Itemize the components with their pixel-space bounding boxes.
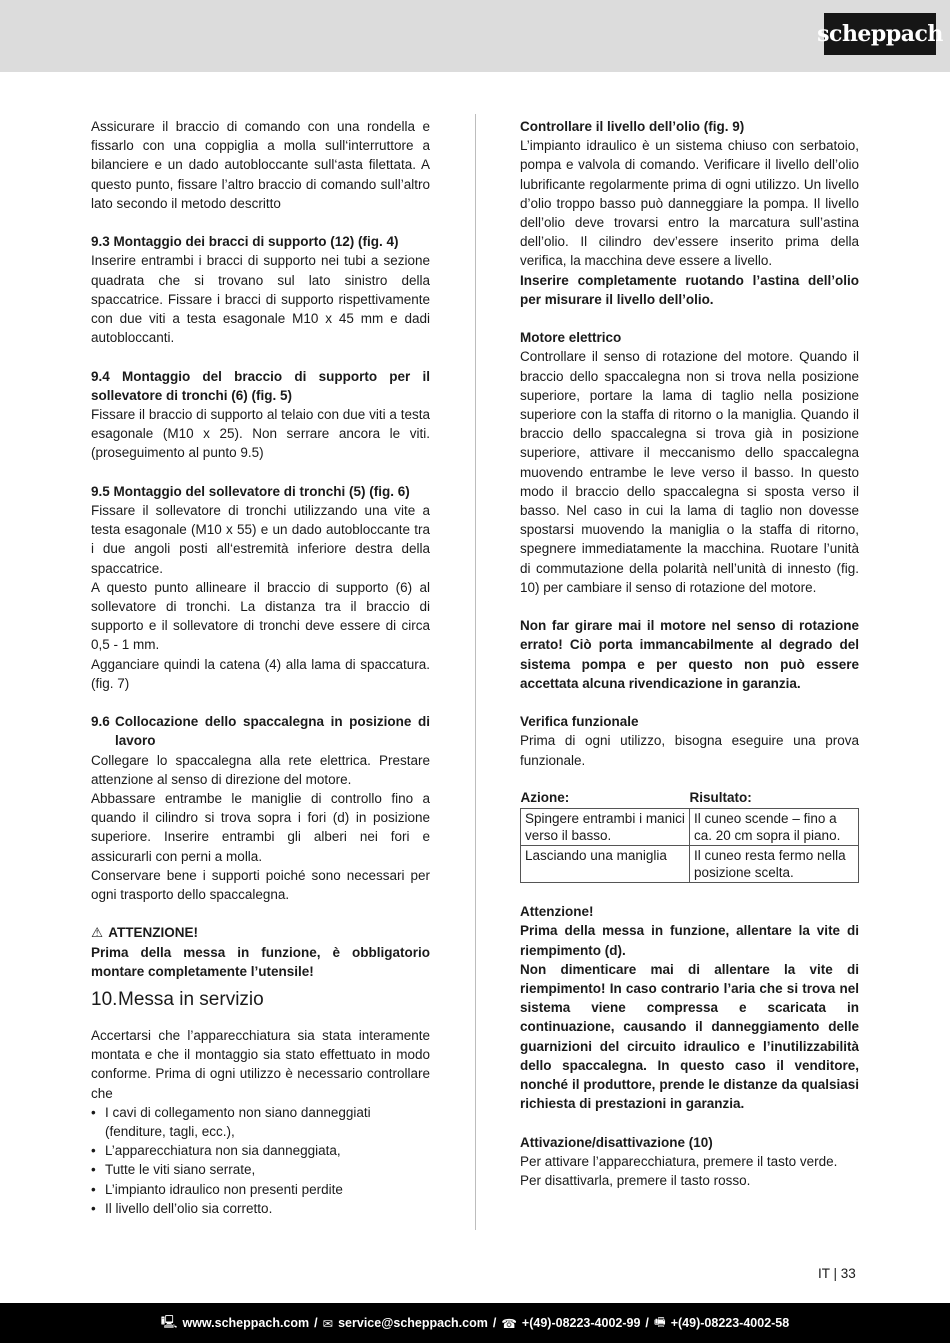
chapter-10-number: 10. <box>91 989 118 1011</box>
motor-text: Controllare il senso di rotazione del motore. Quando il braccio dello spaccalegna non si trova nella posizione superiore, portare la lama di taglio nella posizione superiore con la staffa di ritorno o la maniglia. Quando il braccio dello spaccalegna si trova già in posizione superiore, attivare il meccanismo dello spaccalegna muovendo entrambe le leve verso il basso. In questo modo il braccio dello spaccalegna si sposta verso il basso. Nel caso in cui la lama di taglio non dovesse spostarsi muovendo la maniglia o la staffa di ritorno, spegnere immediatamente la macchina. Ruotare l’unità di commutazione della polarità nell’unità di innesto (fig. 10) per cambiare il senso di rotazione del motore. <box>520 349 859 595</box>
oil-level-text: L’impianto idraulico è un sistema chiuso con serbatoio, pompa e valvola di comando. Verificare il livello dell’olio lubrificante regolarmente prima di ogni utilizzo. Un livello d’olio troppo basso può danneggiare la pompa. Il livello dell’olio deve trovarsi entro la marcatura sull’astina dell’olio. Il cilindro dev’essere inserito prima della verifica, la macchina deve essere a livello. <box>520 138 859 269</box>
function-table <box>520 789 859 883</box>
right-column <box>520 117 859 1190</box>
phone-icon: ☎ <box>501 1316 517 1331</box>
section-9-6-text-1: Collegare lo spaccalegna alla rete elettrica. Prestare attenzione al senso di direzione del motore. <box>91 752 430 787</box>
list-item: • L’impianto idraulico non presenti perdite <box>91 1180 430 1199</box>
table-header: Azione: <box>520 790 570 806</box>
motor-warning: Non far girare mai il motore nel senso di rotazione errato! Ciò porta immancabilmente al degrado del sistema pompa e per questo non può essere accettata alcuna rivendicazione in garanzia. <box>520 618 859 691</box>
page-number-value: 33 <box>840 1266 856 1281</box>
warning-text: Prima della messa in funzione, è obbligatorio montare completamente l’utensile! <box>91 944 430 979</box>
section-9-6-heading <box>91 712 430 750</box>
section-9-3-text: Inserire entrambi i bracci di supporto nei tubi a sezione quadrata che si trovano sul lato sinistro della spaccatrice. Fissare i bracci di supporto rispettivamente con due viti a testa esagonale M10 x 45 mm e dadi autobloccanti. <box>91 253 430 346</box>
table-cell: Il cuneo resta fermo nella posizione scelta. <box>690 846 859 883</box>
footer-separator: / <box>492 1316 497 1330</box>
section-9-6-text-2: Abbassare entrambe le maniglie di controllo fino a quando il cilindro si trova sopra i fori (d) in posizione superiore. Inserire entrambi gli alberi nei fori e assicurarli con perni a molla. <box>91 791 430 864</box>
section-9-3-title: 9.3 Montaggio dei bracci di supporto (12) (fig. 4) <box>91 234 399 250</box>
motor-title: Motore elettrico <box>520 330 622 346</box>
footer-fax: +(49)-08223-4002-58 <box>670 1316 790 1330</box>
section-9-5-text-2: A questo punto allineare il braccio di supporto (6) al sollevatore di tronchi. La distanza tra il braccio di supporto e il sollevatore di tronchi deve essere di circa 0,5 - 1 mm. <box>91 579 430 653</box>
chapter-10-heading <box>91 989 430 1011</box>
table-cell: Lasciando una maniglia <box>521 846 690 883</box>
page-number: IT | 33 <box>818 1266 856 1281</box>
header-band <box>0 0 950 72</box>
section-9-5-text-3: Agganciare quindi la catena (4) alla lama di spaccatura. (fig. 7) <box>91 656 430 691</box>
function-check-text: Prima di ogni utilizzo, bisogna eseguire una prova funzionale. <box>520 733 859 768</box>
footer-separator: / <box>645 1316 649 1330</box>
table-row <box>521 809 859 846</box>
footer-website[interactable]: www.scheppach.com <box>182 1316 310 1330</box>
section-9-5-title: 9.5 Montaggio del sollevatore di tronchi (5) (fig. 6) <box>91 483 410 499</box>
section-9-5-text-1: Fissare il sollevatore di tronchi utilizzando una vite a testa esagonale (M10 x 55) e un dado autobloccante tra i due angoli posti all‘estremità inferiore destra della spaccatrice. <box>91 503 430 576</box>
oil-level-title: Controllare il livello dell’olio (fig. 9) <box>520 119 745 134</box>
footer-separator: / <box>314 1316 318 1330</box>
intro-paragraph: Assicurare il braccio di comando con una rondella e fissarlo con una coppiglia a molla sull‘interruttore a bilanciere e un dado autobloccante sull‘asta filettata. A questo punto, fissare l’altro braccio di comando sull’altro lato secondo il metodo descritto <box>91 119 430 211</box>
fax-icon: 🖷 <box>653 1314 666 1329</box>
section-9-4-title: 9.4 Montaggio del braccio di supporto per il sollevatore di tronchi (6) (fig. 5) <box>91 368 430 403</box>
function-check-title: Verifica funzionale <box>520 714 639 730</box>
footer-email[interactable]: service@scheppach.com <box>338 1316 488 1330</box>
table-row <box>521 846 859 883</box>
section-9-6-text-3: Conservare bene i supporti poiché sono necessari per ogni trasporto dello spaccalegna. <box>91 867 430 903</box>
scheppach-logo <box>817 13 943 55</box>
table-cell: Il cuneo scende – fino a ca. 20 cm sopra il piano. <box>690 809 859 846</box>
table-cell: Spingere entrambi i manici verso il basso. <box>521 809 690 846</box>
section-9-6-title: Collocazione dello spaccalegna in posizione di lavoro <box>115 714 430 749</box>
oil-level-bold: Inserire completamente ruotando l’astina dell’olio per misurare il livello dell’olio. <box>520 272 859 307</box>
email-icon: ✉ <box>322 1316 334 1331</box>
on-off-title: Attivazione/disattivazione (10) <box>520 1134 713 1150</box>
section-9-6-number: 9.6 <box>91 714 110 730</box>
chapter-10-text: Accertarsi che l’apparecchiatura sia stata interamente montata e che il montaggio sia stato effettuato in modo conforme. Prima di ogni utilizzo è necessario controllare che <box>91 1028 430 1101</box>
attention-title: Attenzione! <box>520 904 594 920</box>
column-divider <box>475 114 476 1230</box>
computer-icon: 🖳 <box>160 1314 178 1329</box>
checklist <box>91 1103 430 1218</box>
left-column <box>91 117 430 1218</box>
on-off-text-2: Per disattivarla, premere il tasto rosso. <box>520 1173 751 1189</box>
attention-text-2: Non dimenticare mai di allentare la vite di riempimento! In caso contrario l’aria che si trova nel sistema viene compressa e scaricata in continuazione, causando il danneggiamento delle guarnizioni del circuito idraulico e l’inutilizzabilità dello spaccalegna. In questo caso il venditore, nonché il produttore, prende le distanze da qualsiasi richiesta di prestazioni in garanzia. <box>520 961 859 1112</box>
warning-label: ATTENZIONE! <box>108 925 198 941</box>
list-item: • Il livello dell’olio sia corretto. <box>91 1199 430 1218</box>
on-off-text-1: Per attivare l’apparecchiatura, premere il tasto verde. <box>520 1153 838 1169</box>
table-header-row <box>521 789 859 809</box>
attention-text-1: Prima della messa in funzione, allentare la vite di riempimento (d). <box>520 923 859 958</box>
warning-triangle-icon: ⚠ <box>91 925 104 941</box>
footer-bar <box>0 1303 950 1343</box>
footer-phone: +(49)-08223-4002-99 <box>521 1316 641 1330</box>
page-language: IT <box>818 1266 830 1281</box>
list-item: • I cavi di collegamento non siano danneggiati (fenditure, tagli, ecc.), <box>91 1103 430 1141</box>
list-item: • Tutte le viti siano serrate, <box>91 1160 430 1179</box>
logo-text: scheppach <box>817 21 943 47</box>
chapter-10-title: Messa in servizio <box>118 989 264 1011</box>
table-header: Risultato: <box>689 790 752 806</box>
warning-heading <box>91 923 430 942</box>
section-9-4-text: Fissare il braccio di supporto al telaio con due viti a testa esagonale (M10 x 25). Non serrare ancora le viti. (proseguimento al punto 9.5) <box>91 407 430 461</box>
list-item: • L’apparecchiatura non sia danneggiata, <box>91 1141 430 1160</box>
